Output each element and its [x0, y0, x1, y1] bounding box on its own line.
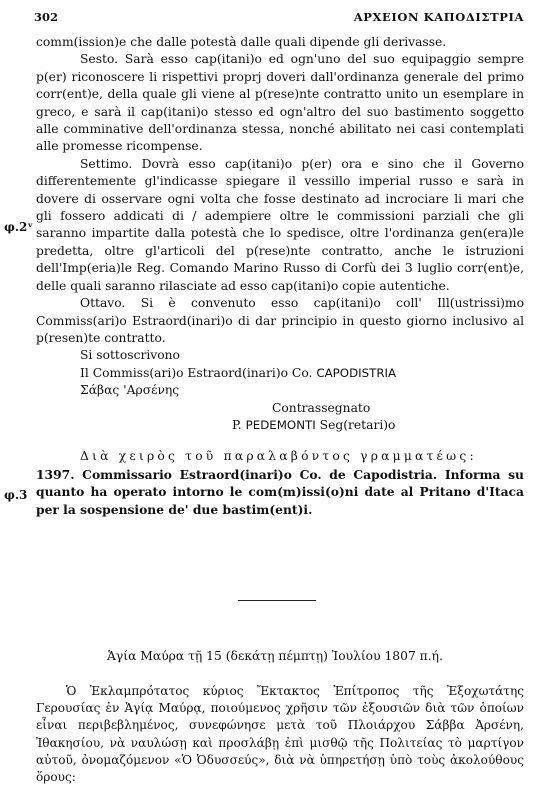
signatures-intro: Si sottoscrivono — [80, 348, 180, 363]
paragraph-sesto: Sesto. Sarà esso cap(itani)o ed ogn'uno del suo equipaggio sempre p(er) riconoscere li rispettivi proprj doveri dall'ordinanza generale del primo corr(ent)e, della quale gli viene al p(rese)nte contratto unito un esemplare in greco, e sarà il cap(itani)o stesso ed ogn'altro del suo bastimento soggetto alle comminative dell'ordinanza stessa, nonché abilitato nei casi contemplati alle promesse ricompense. — [36, 52, 524, 154]
document-summary: 1397. Commissario Estraord(inari)o Co. de Capodistria. Informa su quanto ha operato intorno le com(m)issi(o)ni date al Pritano d'Itaca per la sospensione de' due bastim(ent)i. — [36, 466, 524, 517]
signature-pedemonti — [232, 417, 524, 434]
pedemonti-name: PEDEMONTI — [245, 417, 316, 432]
signature-commissario — [80, 365, 524, 382]
page-header — [26, 10, 524, 26]
spacer — [36, 434, 524, 448]
running-head: ΑΡΧΕΙΟΝ ΚΑΠΟΔΙΣΤΡΙΑ — [353, 10, 524, 24]
paragraph-settimo: Settimo. Dovrà esso cap(itani)o p(er) ora e sino che il Governo differentemente gl'indicasse spiegare il vessillo imperial russo e sarà in dovere di osservare ogni volta che fosse destinato ad incrociare li mari che gli fossero addicati di / adempiere oltre le commissioni parziali che gli saranno impartite dalla potestà che lo spedisce, oltre l'ordinanza gen(era)le predetta, oltre gl'articoli del p(rese)nte contratto, anche le istruzioni dell'Imp(eria)le Reg. Comando Marino Russo di Corfù dei 3 luglio corr(ent)e, delle quali saranno rilasciate ad esso cap(itani)o copie autentiche. — [36, 156, 524, 293]
folio-note-3: φ.3 — [4, 488, 28, 502]
page-number: 302 — [34, 10, 59, 24]
commissario-title: Il Commiss(ari)o Estraord(inari)o Co. — [80, 365, 313, 380]
paragraph-ottavo: Ottavo. Si è convenuto esso cap(itani)o coll' Ill(ustrissi)mo Commiss(ari)o Estraord(inari)o di dar principio in questo giorno inclusivo al p(resen)te contratto. — [36, 296, 524, 345]
document-body — [36, 34, 524, 518]
pedemonti-title: Seg(retari)o — [319, 417, 396, 432]
section-divider — [238, 600, 316, 601]
signature-arseni: Σάβας 'Αρσένης — [80, 383, 180, 398]
greek-paragraph-block — [36, 683, 524, 786]
countersigned-label: Contrassegnato — [272, 400, 371, 415]
greek-paragraph: Ὁ Ἐκλαμπρότατος κύριος Ἔκτακτος Ἐπίτροπος τῆς Ἐξοχωτάτης Γερουσίας ἐν Ἁγίᾳ Μαύρᾳ, ποιούμενος χρῆσιν τῶν ἐξουσιῶν διὰ τῶν ὁποίων εἶναι περιβεβλημένος, συνεφώνησε μετὰ τοῦ Πλοιάρχου Σάββα Ἀρσένη, Ἰθακησίου, νὰ ναυλώσῃ καὶ προσλάβῃ ἐπὶ μισθῷ τῆς Πολιτείας τὸ μαρτίγον αὐτοῦ, ὀνομαζόμενον «Ὁ Ὀδυσσεύς», διὰ νὰ ὑπηρετήσῃ ὑπὸ τοὺς ἀκολούθους ὅρους: — [36, 684, 524, 785]
greek-hand-note: Διὰ χειρὸς τοῦ παραλαβόντος γραμματέως: — [80, 449, 477, 464]
commissario-name: CAPODISTRIA — [316, 365, 397, 380]
paragraph-continuation: comm(ission)e che dalle potestà dalle quali dipende gli derivasse. — [36, 35, 447, 49]
greek-date-line: Ἁγία Μαύρα τῇ 15 (δεκάτῃ πέμπτῃ) Ἰουλίου 1807 π.ή. — [107, 649, 443, 663]
pedemonti-initial: P. — [232, 417, 242, 432]
folio-note-2v: φ.2ᵛ — [4, 220, 34, 234]
